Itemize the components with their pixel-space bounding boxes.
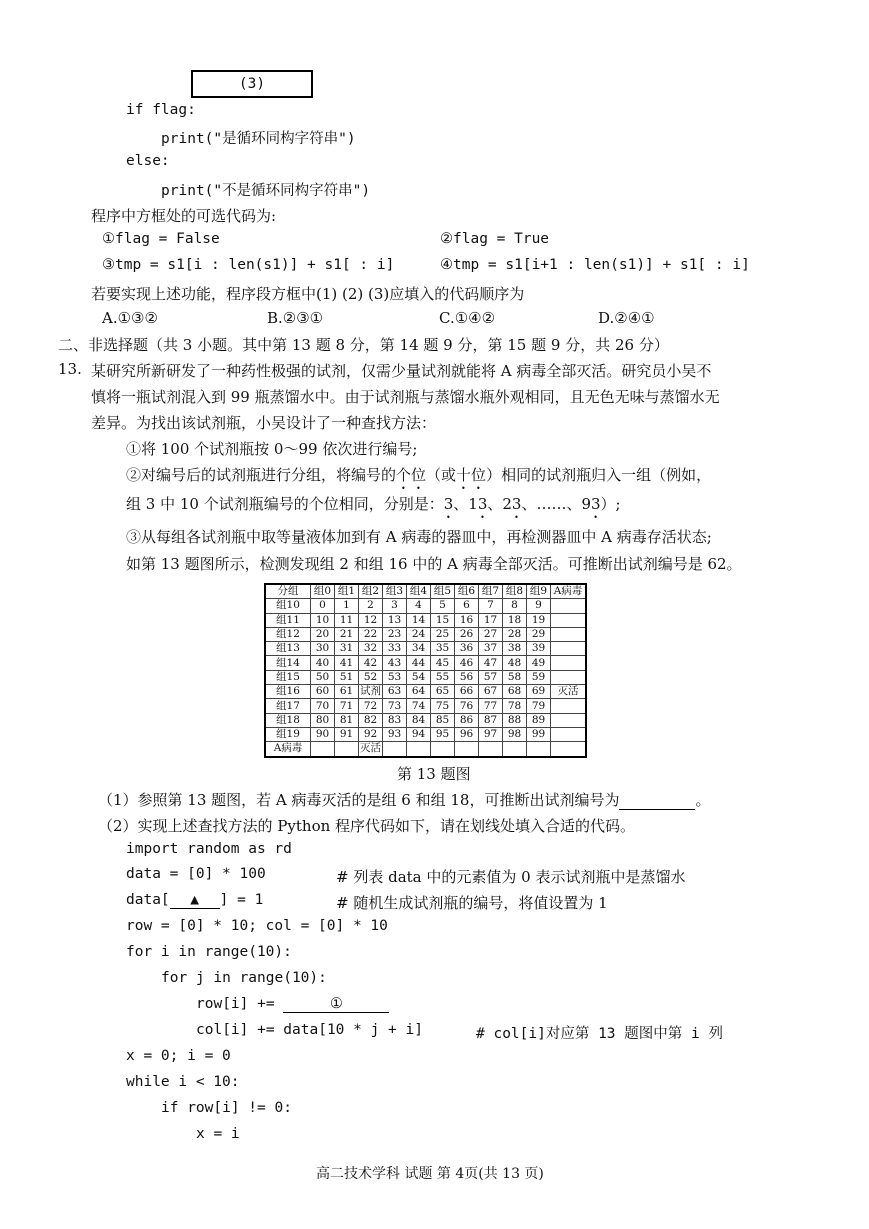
- table-cell: 87: [479, 713, 503, 727]
- code-comment: # 列表 data 中的元素值为 0 表示试剂瓶中是蒸馏水: [336, 868, 686, 886]
- table-cell: 试剂: [360, 685, 381, 698]
- table-cell: 67: [479, 685, 503, 699]
- table-cell: 组10: [265, 599, 311, 613]
- table-cell: 98: [503, 727, 527, 741]
- code-line: if flag:: [126, 102, 196, 118]
- table-cell: [551, 742, 587, 757]
- table-header-cell: 组6: [455, 584, 479, 599]
- table-cell: A病毒: [265, 742, 311, 757]
- table-cell: 34: [407, 642, 431, 656]
- table-row: [265, 656, 586, 670]
- table-cell: 42: [359, 656, 383, 670]
- table-header-cell: 组2: [359, 584, 383, 599]
- table-cell: 39: [527, 642, 551, 656]
- table-cell: [335, 742, 359, 757]
- subquestion-1: （1）参照第 13 题图，若 A 病毒灭活的是组 6 和组 18，可推断出试剂编号为 。: [98, 791, 711, 809]
- table-cell: 94: [407, 727, 431, 741]
- table-cell: 88: [503, 713, 527, 727]
- table-cell: 64: [407, 685, 431, 699]
- table-cell: 97: [479, 727, 503, 741]
- table-cell: 30: [311, 642, 335, 656]
- table-header-cell: 组3: [383, 584, 407, 599]
- table-cell: [479, 742, 503, 757]
- code-line: data[ ▲ ] = 1: [126, 892, 264, 908]
- code-line: print("不是循环同构字符串"): [161, 183, 371, 199]
- option-1: ①flag = False: [102, 231, 220, 247]
- table-row: [265, 627, 586, 641]
- step-2: ②对编号后的试剂瓶进行分组，将编号的个位（或十位）相同的试剂瓶归入一组（例如，: [126, 466, 712, 484]
- table-cell: 71: [335, 699, 359, 713]
- table-cell: [431, 742, 455, 757]
- table-row: [265, 727, 586, 741]
- table-cell: 灭活: [359, 742, 383, 757]
- table-cell: 38: [503, 642, 527, 656]
- option-4: ④tmp = s1[i+1 : len(s1)] + s1[ : i]: [440, 257, 750, 273]
- table-row: [265, 685, 586, 699]
- table-cell: 61: [335, 685, 359, 699]
- table-cell: 2: [359, 599, 383, 613]
- table-cell: [551, 713, 587, 727]
- table-cell: 51: [335, 670, 359, 684]
- question-line: 若要实现上述功能，程序段方框中(1) (2) (3)应填入的代码顺序为: [91, 285, 525, 303]
- table-cell: 56: [455, 670, 479, 684]
- code-line: row = [0] * 10; col = [0] * 10: [126, 918, 388, 934]
- table-cell: 57: [479, 670, 503, 684]
- table-header-cell: A病毒: [551, 584, 587, 599]
- code-line: print("是循环同构字符串"): [161, 131, 356, 147]
- table-cell: 1: [335, 599, 359, 613]
- table-cell: 93: [383, 727, 407, 741]
- table-cell: 27: [479, 627, 503, 641]
- table-cell: 89: [527, 713, 551, 727]
- table-cell: 82: [359, 713, 383, 727]
- table-cell: 11: [335, 613, 359, 627]
- table-cell: 22: [359, 627, 383, 641]
- table-cell: 68: [503, 685, 527, 699]
- table-cell: 32: [359, 642, 383, 656]
- table-header-cell: 分组: [265, 584, 311, 599]
- table-cell: 49: [527, 656, 551, 670]
- code-line: col[i] += data[10 * j + i]: [196, 1022, 423, 1038]
- table-cell: 28: [503, 627, 527, 641]
- table-row: [265, 742, 586, 757]
- table-cell: 29: [527, 627, 551, 641]
- table-cell: 78: [503, 699, 527, 713]
- table-cell: [551, 599, 587, 613]
- table-cell: 40: [311, 656, 335, 670]
- table-row: [265, 699, 586, 713]
- table-cell: 91: [335, 727, 359, 741]
- table-header-row: [265, 584, 586, 599]
- table-cell: 83: [383, 713, 407, 727]
- table-cell: 组13: [265, 642, 311, 656]
- code-line: for j in range(10):: [161, 970, 327, 986]
- table-cell: 44: [407, 656, 431, 670]
- table-cell: 15: [431, 613, 455, 627]
- table-row: [265, 599, 586, 613]
- table-cell: 16: [455, 613, 479, 627]
- table-cell: 5: [431, 599, 455, 613]
- grouping-table: [264, 583, 587, 758]
- table-cell: 组15: [265, 670, 311, 684]
- table-cell: 45: [431, 656, 455, 670]
- paragraph-line: 慎将一瓶试剂混入到 99 瓶蒸馏水中。由于试剂瓶与蒸馏水瓶外观相同，且无色无味与蒸馏水无: [91, 388, 720, 406]
- table-cell: 76: [455, 699, 479, 713]
- table-header-cell: 组9: [527, 584, 551, 599]
- table-cell: 95: [431, 727, 455, 741]
- paragraph-line: 某研究所新研发了一种药性极强的试剂，仅需少量试剂就能将 A 病毒全部灭活。研究员小吴不: [91, 362, 712, 380]
- choice-d: D.②④①: [598, 309, 655, 327]
- table-cell: 21: [335, 627, 359, 641]
- table-cell: 9: [527, 599, 551, 613]
- code-line: if row[i] != 0:: [161, 1100, 292, 1116]
- table-cell: 31: [335, 642, 359, 656]
- code-line: data = [0] * 100: [126, 866, 266, 882]
- table-cell: 14: [407, 613, 431, 627]
- table-cell: 35: [431, 642, 455, 656]
- table-cell: 0: [311, 599, 335, 613]
- table-cell: [527, 742, 551, 757]
- table-cell: 58: [503, 670, 527, 684]
- table-cell: 43: [383, 656, 407, 670]
- page-footer: 高二技术学科 试题 第 4页(共 13 页): [316, 1166, 544, 1182]
- choice-b: B.②③①: [267, 309, 324, 327]
- option-3: ③tmp = s1[i : len(s1)] + s1[ : i]: [102, 257, 395, 273]
- code-line: row[i] += ①: [196, 996, 389, 1013]
- table-cell: 10: [311, 613, 335, 627]
- table-row: [265, 642, 586, 656]
- table-cell: 7: [479, 599, 503, 613]
- paragraph-line: 差异。为找出该试剂瓶，小吴设计了一种查找方法：: [91, 414, 437, 432]
- table-cell: 60: [311, 685, 335, 699]
- code-comment: # col[i]对应第 13 题图中第 i 列: [476, 1026, 723, 1042]
- table-cell: 3: [383, 599, 407, 613]
- code-line: for i in range(10):: [126, 944, 292, 960]
- table-cell: 6: [455, 599, 479, 613]
- table-cell: 70: [311, 699, 335, 713]
- table-cell: 灭活: [551, 685, 587, 699]
- table-cell: [503, 742, 527, 757]
- table-cell: 69: [527, 685, 551, 699]
- table-cell: [311, 742, 335, 757]
- option-2: ②flag = True: [440, 231, 550, 247]
- table-cell: 73: [383, 699, 407, 713]
- table-cell: 17: [479, 613, 503, 627]
- step-3: ③从每组各试剂瓶中取等量液体加到有 A 病毒的器皿中，再检测器皿中 A 病毒存活状态;: [126, 528, 712, 546]
- table-header-cell: 组4: [407, 584, 431, 599]
- table-cell: 48: [503, 656, 527, 670]
- table-cell: 46: [455, 656, 479, 670]
- table-cell: [455, 742, 479, 757]
- question-number: 13.: [58, 360, 82, 378]
- table-cell: 86: [455, 713, 479, 727]
- table-cell: 47: [479, 656, 503, 670]
- table-cell: 18: [503, 613, 527, 627]
- table-cell: 92: [359, 727, 383, 741]
- table-cell: [551, 699, 587, 713]
- figure-caption: 第 13 题图: [397, 765, 471, 783]
- table-cell: 4: [407, 599, 431, 613]
- table-cell: 79: [527, 699, 551, 713]
- table-cell: 72: [359, 699, 383, 713]
- table-cell: [551, 642, 587, 656]
- table-cell: 59: [527, 670, 551, 684]
- code-line: while i < 10:: [126, 1074, 240, 1090]
- section-heading: 二、非选择题（共 3 小题。其中第 13 题 8 分，第 14 题 9 分，第 15 题 9 分，共 26 分）: [58, 336, 669, 354]
- subquestion-2: （2）实现上述查找方法的 Python 程序代码如下，请在划线处填入合适的代码。: [98, 817, 636, 835]
- choice-a: A.①③②: [102, 309, 158, 327]
- table-header-cell: 组1: [335, 584, 359, 599]
- options-intro: 程序中方框处的可选代码为:: [91, 207, 277, 225]
- code-line: x = i: [196, 1126, 240, 1142]
- answer-box-3: (3): [191, 70, 313, 98]
- table-cell: [551, 727, 587, 741]
- table-row: [265, 613, 586, 627]
- table-cell: 组16: [265, 685, 311, 699]
- table-cell: 12: [359, 613, 383, 627]
- fill-blank-triangle[interactable]: ▲: [170, 892, 220, 909]
- table-cell: 25: [431, 627, 455, 641]
- table-cell: 80: [311, 713, 335, 727]
- table-cell: 8: [503, 599, 527, 613]
- table-cell: 36: [455, 642, 479, 656]
- table-cell: 99: [527, 727, 551, 741]
- table-cell: 96: [455, 727, 479, 741]
- table-cell: 75: [431, 699, 455, 713]
- table-cell: 37: [479, 642, 503, 656]
- table-cell: 63: [383, 685, 407, 699]
- table-cell: 组17: [265, 699, 311, 713]
- table-cell: [551, 670, 587, 684]
- table-row: [265, 670, 586, 684]
- fill-blank-1[interactable]: ①: [283, 996, 389, 1013]
- step-2-example: 组 3 中 10 个试剂瓶编号的个位相同，分别是：3、13、23、……、93）;: [126, 495, 621, 513]
- table-cell: 50: [311, 670, 335, 684]
- table-cell: 组14: [265, 656, 311, 670]
- table-cell: 90: [311, 727, 335, 741]
- code-line: import random as rd: [126, 841, 292, 857]
- table-cell: [551, 656, 587, 670]
- answer-blank[interactable]: [619, 794, 695, 810]
- table-cell: 84: [407, 713, 431, 727]
- table-cell: [551, 627, 587, 641]
- table-cell: 55: [431, 670, 455, 684]
- table-row: [265, 713, 586, 727]
- step-1: ①将 100 个试剂瓶按 0～99 依次进行编号;: [126, 440, 418, 458]
- table-cell: 24: [407, 627, 431, 641]
- table-cell: 85: [431, 713, 455, 727]
- table-cell: 81: [335, 713, 359, 727]
- table-cell: 组18: [265, 713, 311, 727]
- step-3-result: 如第 13 题图所示，检测发现组 2 和组 16 中的 A 病毒全部灭活。可推断出试剂编号是 62。: [126, 555, 742, 573]
- table-header-cell: 组8: [503, 584, 527, 599]
- table-header-cell: 组0: [311, 584, 335, 599]
- table-cell: 组12: [265, 627, 311, 641]
- code-line: x = 0; i = 0: [126, 1048, 231, 1064]
- table-header-cell: 组5: [431, 584, 455, 599]
- table-cell: 41: [335, 656, 359, 670]
- code-line: else:: [126, 153, 170, 169]
- table-cell: 52: [359, 670, 383, 684]
- table-cell: [383, 742, 407, 757]
- table-cell: 53: [383, 670, 407, 684]
- table-cell: 组19: [265, 727, 311, 741]
- code-comment: # 随机生成试剂瓶的编号，将值设置为 1: [336, 894, 608, 912]
- table-cell: [407, 742, 431, 757]
- table-cell: 54: [407, 670, 431, 684]
- table-cell: 组11: [265, 613, 311, 627]
- table-cell: 33: [383, 642, 407, 656]
- table-cell: [551, 613, 587, 627]
- table-cell: 77: [479, 699, 503, 713]
- table-cell: 26: [455, 627, 479, 641]
- table-cell: 20: [311, 627, 335, 641]
- table-cell: 65: [431, 685, 455, 699]
- table-cell: 23: [383, 627, 407, 641]
- table-cell: 74: [407, 699, 431, 713]
- table-cell: 13: [383, 613, 407, 627]
- table-header-cell: 组7: [479, 584, 503, 599]
- choice-c: C.①④②: [439, 309, 496, 327]
- table-cell: 66: [455, 685, 479, 699]
- table-cell: 19: [527, 613, 551, 627]
